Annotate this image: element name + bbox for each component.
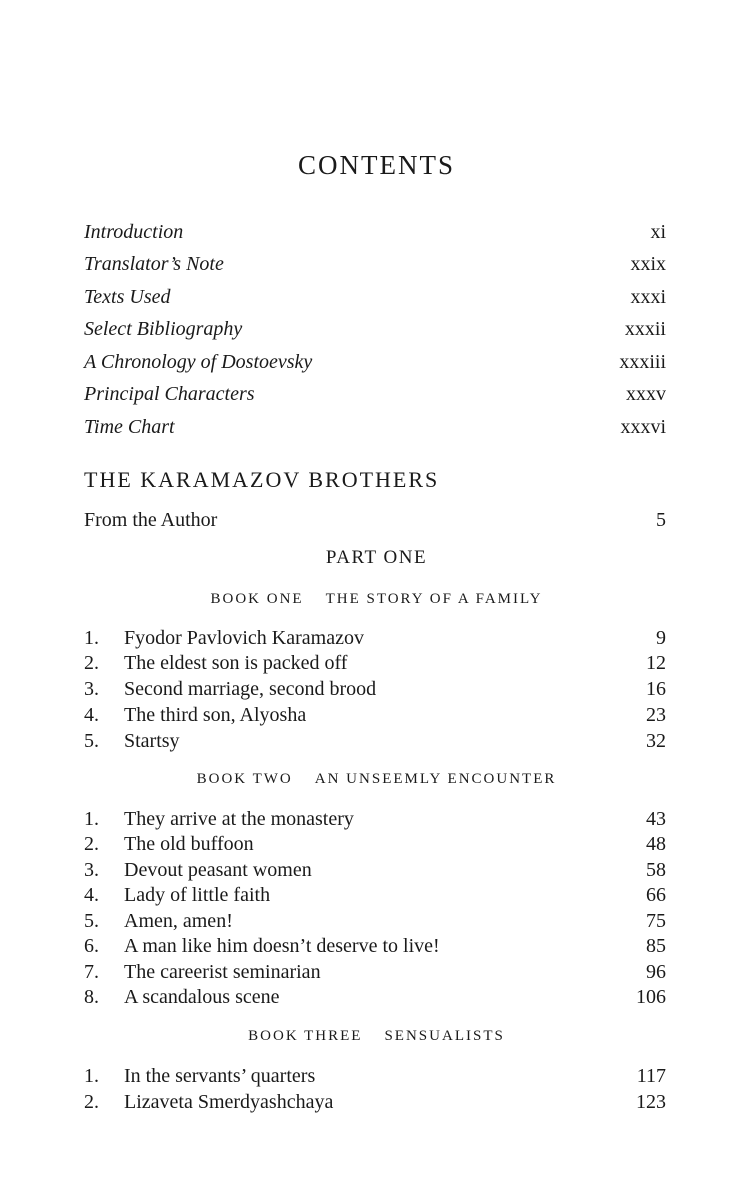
chapter-number: 3. xyxy=(84,678,99,700)
chapter-title: The third son, Alyosha xyxy=(124,704,307,726)
page-title: CONTENTS xyxy=(298,150,455,180)
book-heading xyxy=(0,771,753,788)
book-heading xyxy=(0,591,753,608)
entry-page: xxxiii xyxy=(619,351,666,373)
chapter-title: Lizaveta Smerdyashchaya xyxy=(124,1091,334,1113)
chapter-page: 16 xyxy=(646,678,666,700)
chapter-title: The eldest son is packed off xyxy=(124,652,348,674)
chapter-title: Amen, amen! xyxy=(124,910,233,932)
chapter-page: 43 xyxy=(646,808,666,830)
chapter-entry[interactable] xyxy=(84,961,666,987)
chapter-entry[interactable] xyxy=(84,652,666,678)
chapter-page: 106 xyxy=(636,986,666,1008)
chapter-number: 2. xyxy=(84,833,99,855)
chapter-entry[interactable] xyxy=(84,986,666,1012)
chapter-title: The careerist seminarian xyxy=(124,961,321,983)
chapter-entry[interactable] xyxy=(84,910,666,936)
chapter-number: 1. xyxy=(84,1065,99,1087)
chapter-entry[interactable] xyxy=(84,730,666,756)
chapter-page: 12 xyxy=(646,652,666,674)
entry-page: xxxvi xyxy=(620,416,666,438)
book-number: BOOK ONE xyxy=(210,591,304,607)
chapter-number: 7. xyxy=(84,961,99,983)
chapter-title: Fyodor Pavlovich Karamazov xyxy=(124,627,364,649)
chapter-number: 8. xyxy=(84,986,99,1008)
entry-page: xxxii xyxy=(624,318,666,340)
book-name: AN UNSEEMLY ENCOUNTER xyxy=(314,771,557,787)
chapter-entry[interactable] xyxy=(84,808,666,834)
entry-page: xxxi xyxy=(630,286,666,308)
chapter-page: 32 xyxy=(646,730,666,752)
entry-title: Time Chart xyxy=(84,416,175,438)
toc-entry[interactable] xyxy=(84,509,666,535)
entry-title: Texts Used xyxy=(84,286,171,308)
part-heading: PART ONE xyxy=(325,547,428,568)
chapter-number: 3. xyxy=(84,859,99,881)
chapter-number: 5. xyxy=(84,730,99,752)
chapter-title: Second marriage, second brood xyxy=(124,678,377,700)
chapter-title: They arrive at the monastery xyxy=(124,808,354,830)
entry-title: Introduction xyxy=(84,221,184,243)
toc-entry[interactable] xyxy=(84,351,666,377)
entry-title: Translator’s Note xyxy=(84,253,224,275)
chapter-number: 4. xyxy=(84,884,99,906)
entry-title: Principal Characters xyxy=(84,383,255,405)
chapter-page: 23 xyxy=(646,704,666,726)
book-number: BOOK THREE xyxy=(248,1028,363,1044)
toc-entry[interactable] xyxy=(84,383,666,409)
chapter-title: Lady of little faith xyxy=(124,884,271,906)
chapter-page: 9 xyxy=(656,627,666,649)
chapter-title: A man like him doesn’t deserve to live! xyxy=(124,935,440,957)
entry-page: 5 xyxy=(656,509,666,531)
chapter-title: In the servants’ quarters xyxy=(124,1065,316,1087)
entry-title: A Chronology of Dostoevsky xyxy=(84,351,313,373)
chapter-entry[interactable] xyxy=(84,833,666,859)
chapter-entry[interactable] xyxy=(84,859,666,885)
chapter-number: 5. xyxy=(84,910,99,932)
toc-entry[interactable] xyxy=(84,318,666,344)
chapter-page: 85 xyxy=(646,935,666,957)
chapter-number: 1. xyxy=(84,808,99,830)
book-number: BOOK TWO xyxy=(196,771,293,787)
book-title: THE KARAMAZOV BROTHERS xyxy=(84,467,440,492)
entry-page: xxix xyxy=(630,253,666,275)
chapter-page: 117 xyxy=(636,1065,666,1087)
book-name: THE STORY OF A FAMILY xyxy=(325,591,543,607)
entry-page: xxxv xyxy=(626,383,666,405)
chapter-page: 75 xyxy=(646,910,666,932)
chapter-page: 48 xyxy=(646,833,666,855)
chapter-number: 1. xyxy=(84,627,99,649)
chapter-page: 123 xyxy=(636,1091,666,1113)
chapter-title: Startsy xyxy=(124,730,180,752)
chapter-number: 4. xyxy=(84,704,99,726)
chapter-entry[interactable] xyxy=(84,627,666,653)
entry-page: xi xyxy=(650,221,666,243)
chapter-page: 96 xyxy=(646,961,666,983)
chapter-number: 2. xyxy=(84,652,99,674)
chapter-title: Devout peasant women xyxy=(124,859,312,881)
toc-entry[interactable] xyxy=(84,221,666,247)
chapter-number: 2. xyxy=(84,1091,99,1113)
chapter-page: 66 xyxy=(646,884,666,906)
chapter-entry[interactable] xyxy=(84,935,666,961)
chapter-entry[interactable] xyxy=(84,704,666,730)
toc-entry[interactable] xyxy=(84,253,666,279)
chapter-entry[interactable] xyxy=(84,884,666,910)
chapter-title: A scandalous scene xyxy=(124,986,280,1008)
chapter-entry[interactable] xyxy=(84,678,666,704)
entry-title: From the Author xyxy=(84,509,218,531)
book-name: SENSUALISTS xyxy=(384,1028,505,1044)
chapter-title: The old buffoon xyxy=(124,833,254,855)
chapter-entry[interactable] xyxy=(84,1065,666,1091)
chapter-entry[interactable] xyxy=(84,1091,666,1117)
entry-title: Select Bibliography xyxy=(84,318,243,340)
chapter-number: 6. xyxy=(84,935,99,957)
toc-entry[interactable] xyxy=(84,286,666,312)
chapter-page: 58 xyxy=(646,859,666,881)
toc-entry[interactable] xyxy=(84,416,666,442)
book-heading xyxy=(0,1028,753,1045)
